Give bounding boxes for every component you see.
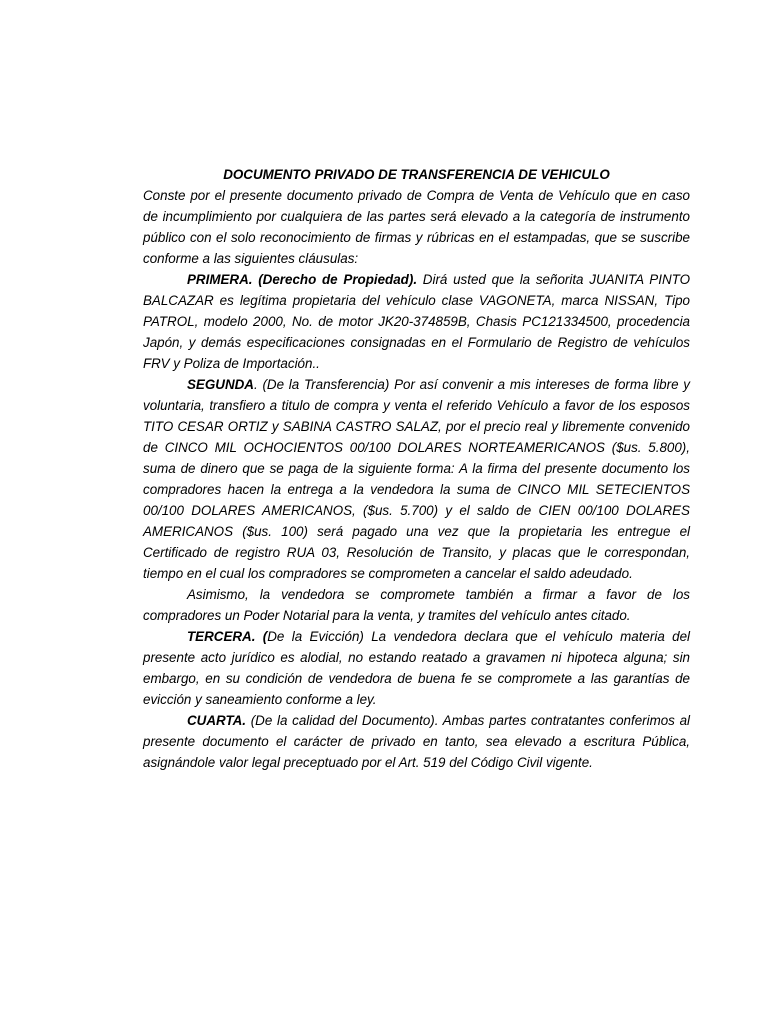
clause-text: . (De la Transferencia) Por así convenir a mis intereses de forma libre y voluntaria, transfiero a titulo de compra y venta el referido Vehículo a favor de los esposos TITO CESAR ORTIZ y SABINA CASTRO SALAZ, por el precio real y libremente convenido de CINCO MIL OCHOCIENTOS 00/100 DOLARES NORTEAMERICANOS ($us. 5.800), suma de dinero que se paga de la siguiente forma: A la firma del presente documento los compradores hacen la entrega a la vendedora la suma de CINCO MIL SETECIENTOS 00/100 DOLARES AMERICANOS, ($us. 5.700) y el saldo de CIEN 00/100 DOLARES AMERICANOS ($us. 100) será pagado una vez que la propietaria les entregue el Certificado de registro RUA 03, Resolución de Transito, y placas que le correspondan, tiempo en el cual los compradores se comprometen a cancelar el saldo adeudado. bbox=[143, 377, 690, 581]
clause-heading: CUARTA. bbox=[187, 713, 247, 728]
clause-text: (De la calidad del Documento). Ambas partes contratantes conferimos al presente documento el carácter de privado en tanto, sea elevado a escritura Pública, asignándole valor legal preceptuado por el Art. 519 del Código Civil vigente. bbox=[143, 713, 690, 770]
document-title: DOCUMENTO PRIVADO DE TRANSFERENCIA DE VEHICULO bbox=[223, 167, 610, 182]
clause-cuarta bbox=[143, 710, 690, 773]
clause-heading: PRIMERA. (Derecho de Propiedad). bbox=[187, 272, 418, 287]
clause-text: Dirá usted que la señorita JUANITA PINTO BALCAZAR es legítima propietaria del vehículo clase VAGONETA, marca NISSAN, Tipo PATROL, modelo 2000, No. de motor JK20-374859B, Chasis PC121334500, procedencia Japón, y demás especificaciones consignadas en el Formulario de Registro de vehículos FRV y Poliza de Importación.. bbox=[143, 272, 690, 371]
clause-primera bbox=[143, 269, 690, 374]
document-page bbox=[143, 164, 690, 773]
clause-heading: TERCERA. ( bbox=[187, 629, 268, 644]
clause-segunda bbox=[143, 374, 690, 584]
clause-tercera bbox=[143, 626, 690, 710]
clause-heading: SEGUNDA bbox=[187, 377, 254, 392]
clause-text: De la Evicción) La vendedora declara que el vehículo materia del presente acto jurídico es alodial, no estando reatado a gravamen ni hipoteca alguna; sin embargo, en su condición de vendedora de buena fe se compromete a las garantías de evicción y saneamiento conforme a ley. bbox=[143, 629, 690, 707]
clause-asimismo bbox=[143, 584, 690, 626]
clause-text: Asimismo, la vendedora se compromete también a firmar a favor de los compradores un Poder Notarial para la venta, y tramites del vehículo antes citado. bbox=[143, 587, 690, 623]
intro-paragraph: Conste por el presente documento privado de Compra de Venta de Vehículo que en caso de incumplimiento por cualquiera de las partes será elevado a la categoría de instrumento público con el solo reconocimiento de firmas y rúbricas en el estampadas, que se suscribe conforme a las siguientes cláusulas: bbox=[143, 188, 690, 266]
